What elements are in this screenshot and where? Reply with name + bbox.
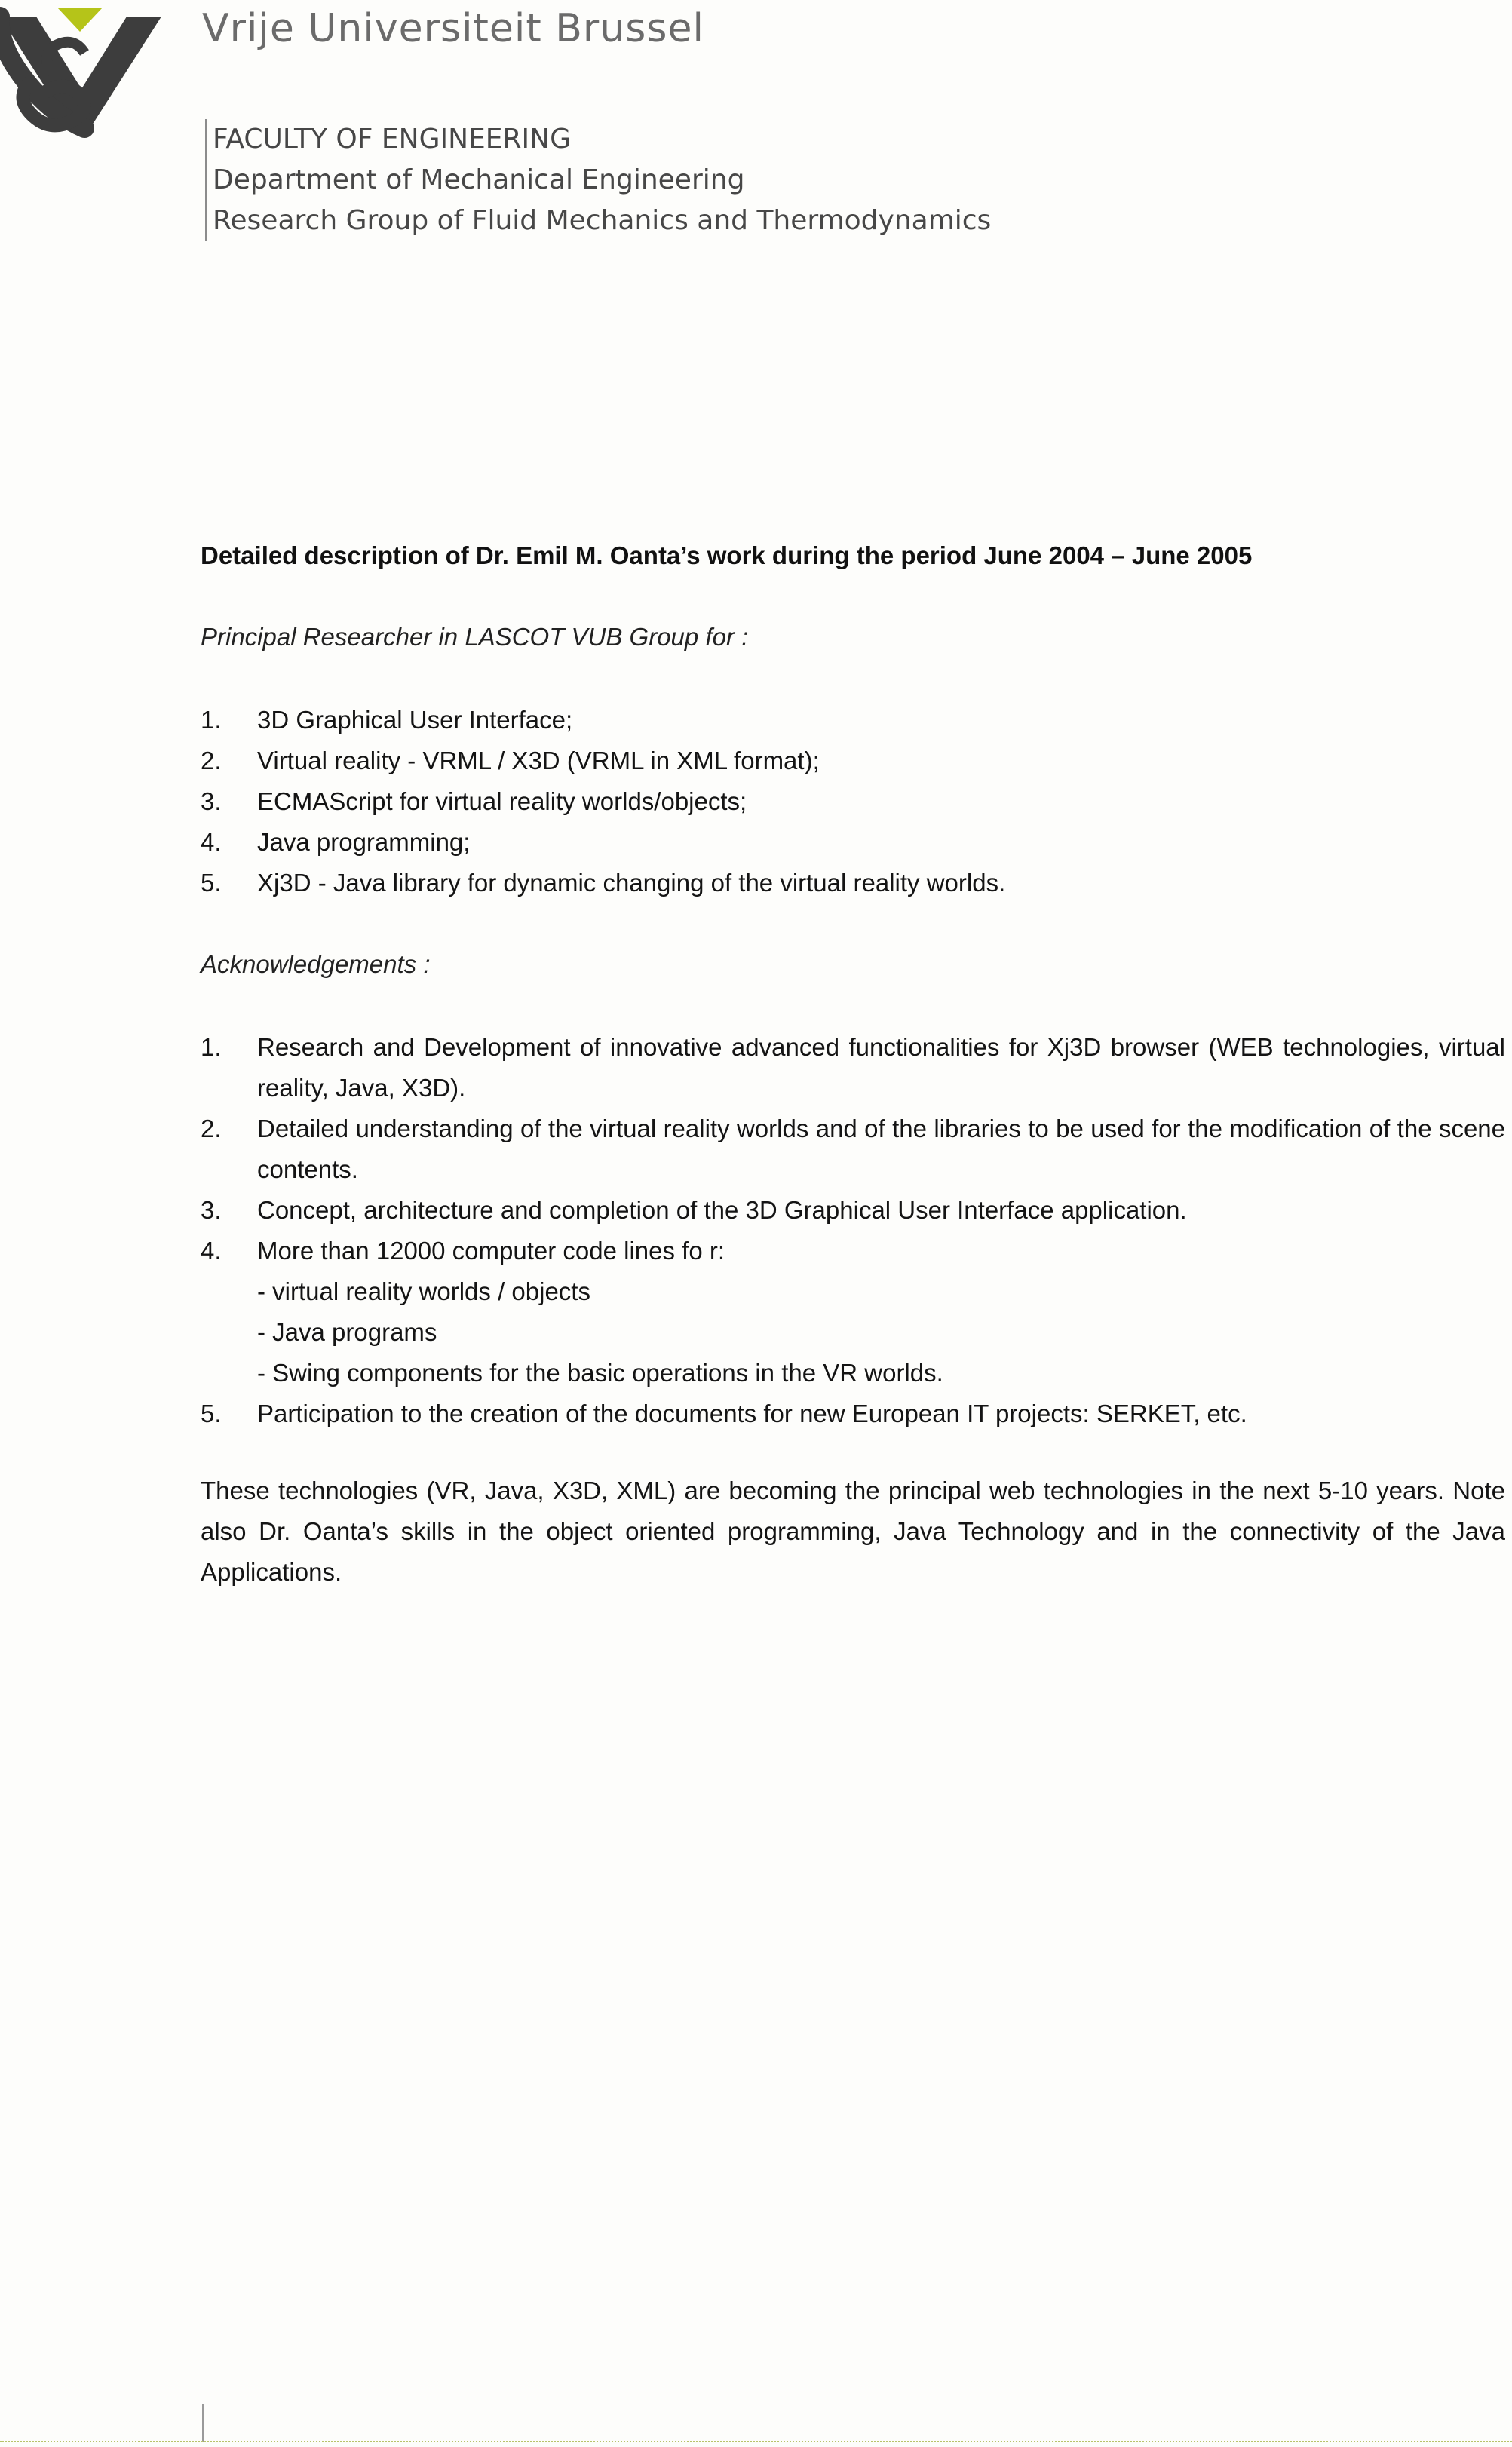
list-number: 4.	[201, 1237, 222, 1265]
list-item	[201, 781, 1505, 822]
list-number: 1.	[201, 706, 222, 734]
list-number: 5.	[201, 1400, 222, 1427]
list-text: Xj3D - Java library for dynamic changing of the virtual reality worlds.	[257, 869, 1006, 897]
faculty-block	[205, 119, 991, 241]
university-name: Vrije Universiteit Brussel	[202, 6, 704, 51]
list-item	[201, 863, 1505, 903]
list-item	[201, 1027, 1505, 1109]
list-number: 3.	[201, 1196, 222, 1224]
list-number: 5.	[201, 869, 222, 897]
vub-logo	[0, 0, 173, 151]
closing-paragraph: These technologies (VR, Java, X3D, XML) are becoming the principal web technologies in the next 5-10 years. Note also Dr. Oanta’s skills in the object oriented programming, Java Technology and in the connectivity of the Java Applications.	[201, 1476, 1505, 1586]
list-number: 2.	[201, 1115, 222, 1142]
document-heading: Detailed description of Dr. Emil M. Oanta’s work during the period June 2004 – June 2005	[201, 541, 1253, 569]
sub-item: - virtual reality worlds / objects	[257, 1277, 590, 1305]
list-item	[201, 1109, 1505, 1190]
list-item	[201, 1190, 1505, 1231]
list-item	[201, 822, 1505, 863]
sub-item: - Java programs	[257, 1318, 437, 1346]
footer-tick	[202, 2404, 204, 2442]
list-text: Virtual reality - VRML / X3D (VRML in XML format);	[257, 747, 820, 774]
faculty-name: FACULTY OF ENGINEERING	[213, 124, 571, 155]
list-number: 3.	[201, 787, 222, 815]
list-text: Java programming;	[257, 828, 471, 856]
list-text: Concept, architecture and completion of the 3D Graphical User Interface application.	[257, 1196, 1187, 1224]
sub-item: - Swing components for the basic operations in the VR worlds.	[257, 1359, 943, 1387]
list-item	[201, 700, 1505, 741]
list-number: 1.	[201, 1033, 222, 1061]
acknowledgements-label: Acknowledgements :	[201, 950, 431, 978]
list-text: 3D Graphical User Interface;	[257, 706, 573, 734]
logo-triangle	[57, 8, 103, 32]
department-name: Department of Mechanical Engineering	[213, 164, 745, 195]
list-text: Participation to the creation of the documents for new European IT projects: SERKET, etc.	[257, 1400, 1247, 1427]
list-text: Research and Development of innovative advanced functionalities for Xj3D browser (WEB technologies, virtual reality, Java, X3D).	[257, 1033, 1505, 1102]
list-item	[201, 1394, 1505, 1434]
list-item	[201, 1231, 1505, 1394]
acknowledgements-list	[201, 1027, 1505, 1434]
list-number: 2.	[201, 747, 222, 774]
list-item	[201, 741, 1505, 781]
role-label: Principal Researcher in LASCOT VUB Group for :	[201, 623, 749, 651]
list-text: ECMAScript for virtual reality worlds/objects;	[257, 787, 747, 815]
footer-line	[0, 2441, 1512, 2442]
list-text: More than 12000 computer code lines fo r:	[257, 1237, 725, 1265]
role-list	[201, 700, 1505, 903]
list-text: Detailed understanding of the virtual reality worlds and of the libraries to be used for the modification of the scene contents.	[257, 1115, 1505, 1183]
research-group-name: Research Group of Fluid Mechanics and Thermodynamics	[213, 205, 992, 236]
list-number: 4.	[201, 828, 222, 856]
